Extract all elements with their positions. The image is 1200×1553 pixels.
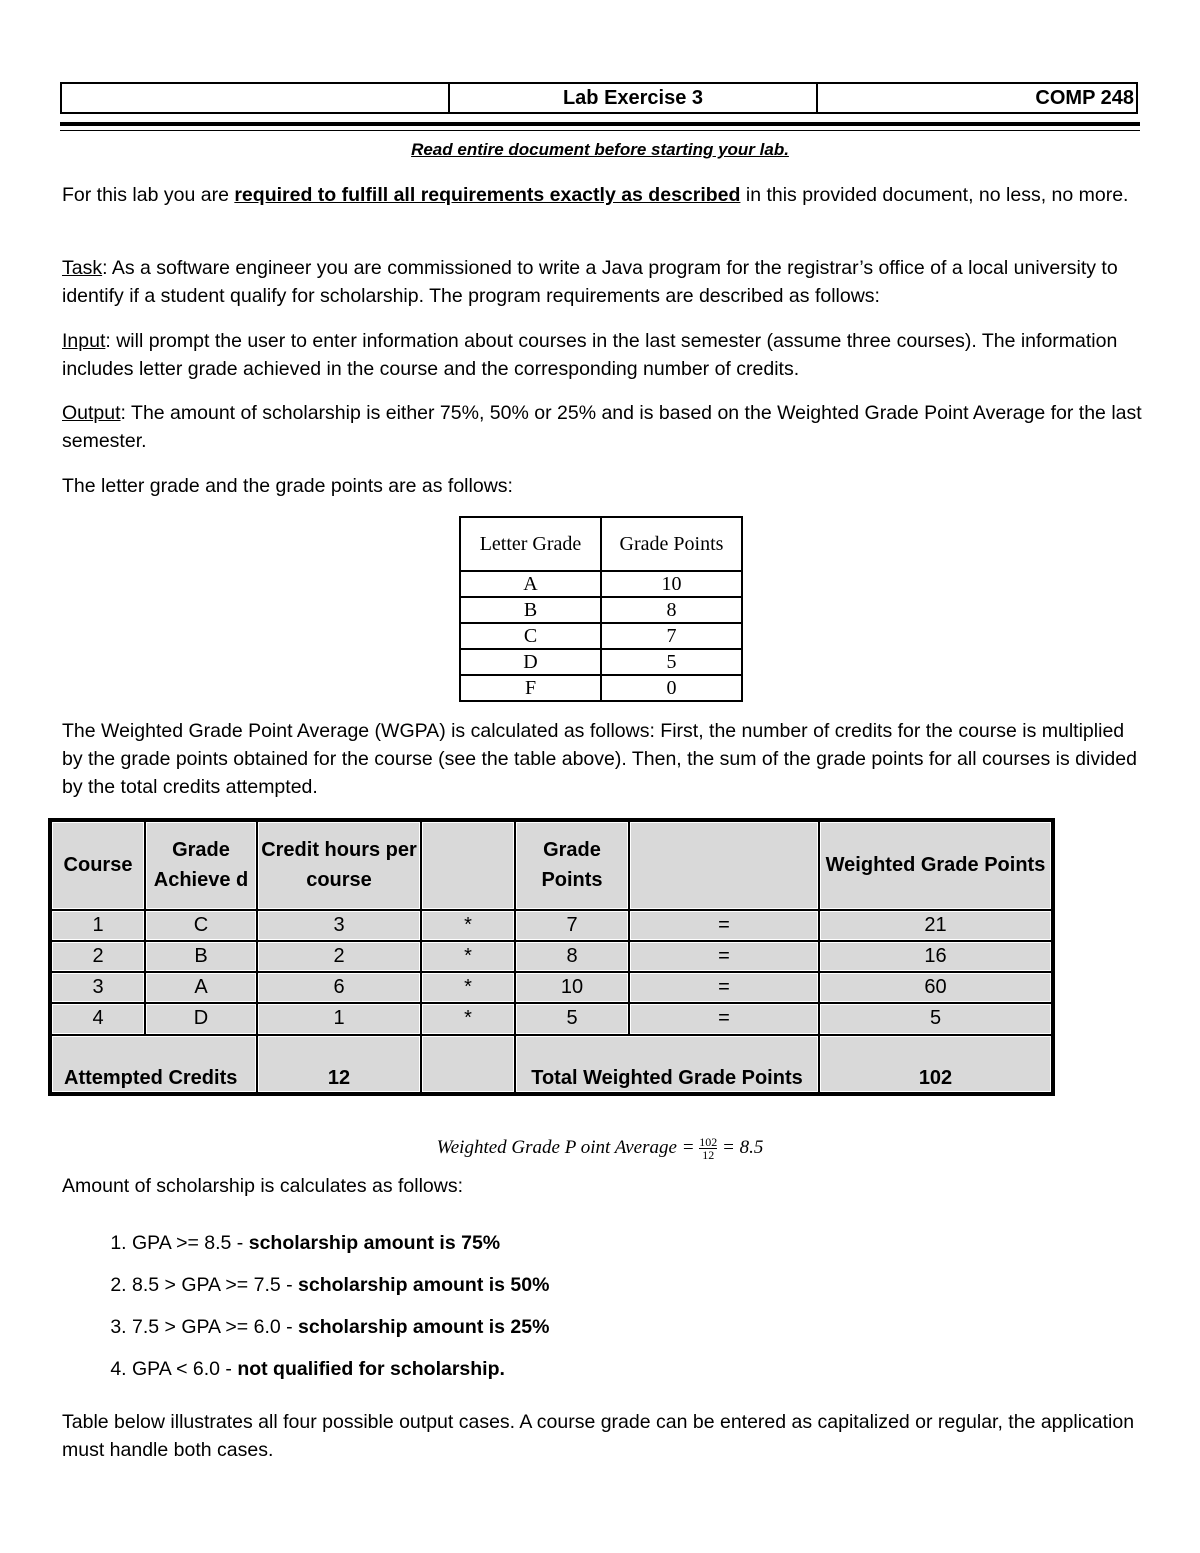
wgpa-cell: =: [629, 941, 819, 972]
input-paragraph: [62, 327, 1142, 383]
formula-lhs: Weighted Grade P oint Average =: [436, 1136, 700, 1158]
header-course-code: COMP 248: [1035, 87, 1134, 109]
formula-numerator: 102: [699, 1135, 718, 1149]
grade-table-header: Letter Grade: [460, 517, 601, 571]
wgpa-header-credits: Credit hours per course: [257, 821, 421, 910]
attempted-credits-label: Attempted Credits: [51, 1035, 257, 1093]
output-text: : The amount of scholarship is either 75%, 50% or 25% and is based on the Weighted Grade Point Average for the last semester.: [62, 402, 1142, 452]
wgpa-cell: 2: [51, 941, 145, 972]
wgpa-cell: 1: [257, 1003, 421, 1034]
total-weighted-label: Total Weighted Grade Points: [515, 1035, 819, 1093]
wgpa-cell: =: [629, 1003, 819, 1034]
wgpa-cell: A: [145, 972, 257, 1003]
header-rule-thin: [60, 130, 1140, 131]
grade-letter: F: [460, 675, 601, 701]
intro-text: For this lab you are: [62, 184, 235, 206]
task-label: Task: [62, 257, 103, 279]
wgpa-cell: 2: [257, 941, 421, 972]
wgpa-cell: =: [629, 972, 819, 1003]
read-notice: Read entire document before starting your lab.: [411, 140, 789, 159]
closing-paragraph: Table below illustrates all four possible output cases. A course grade can be entered as capitalized or regular, the application must handle both cases.: [62, 1411, 1135, 1461]
grade-points-table: [459, 516, 743, 702]
header-rule-thick: [60, 122, 1140, 126]
footer-blank-cell: [421, 1035, 515, 1093]
task-paragraph: [62, 254, 1142, 310]
wgpa-cell: 7: [515, 910, 629, 941]
header-left-cell: [62, 84, 450, 112]
formula-denominator: 12: [702, 1148, 715, 1162]
wgpa-cell: 1: [51, 910, 145, 941]
scholarship-rules-list: [62, 1228, 1132, 1396]
grade-points: 5: [601, 649, 742, 675]
wgpa-cell: 4: [51, 1003, 145, 1034]
wgpa-cell: 3: [51, 972, 145, 1003]
rule-condition: 8.5 > GPA >= 7.5 -: [132, 1274, 299, 1296]
wgpa-cell: D: [145, 1003, 257, 1034]
wgpa-cell: 60: [819, 972, 1052, 1003]
wgpa-header-blank: [629, 821, 819, 910]
grade-intro: The letter grade and the grade points are as follows:: [62, 475, 513, 497]
wgpa-header-weighted: Weighted Grade Points: [819, 821, 1052, 910]
grade-points: 8: [601, 597, 742, 623]
wgpa-cell: *: [421, 1003, 515, 1034]
attempted-credits-value: 12: [257, 1035, 421, 1093]
rule-result: scholarship amount is 25%: [298, 1316, 550, 1338]
intro-paragraph: [62, 181, 1142, 209]
output-label: Output: [62, 402, 121, 424]
scholarship-rule: [132, 1228, 1132, 1270]
wgpa-cell: 8: [515, 941, 629, 972]
grade-points: 0: [601, 675, 742, 701]
task-text: : As a software engineer you are commissioned to write a Java program for the registrar’s office of a local university to identify if a student qualify for scholarship. The program requirements are described as follows:: [62, 257, 1118, 307]
grade-letter: A: [460, 571, 601, 597]
scholarship-rule: [132, 1312, 1132, 1354]
wgpa-header-blank: [421, 821, 515, 910]
wgpa-cell: *: [421, 910, 515, 941]
rule-condition: GPA < 6.0 -: [132, 1358, 238, 1380]
wgpa-cell: *: [421, 941, 515, 972]
wgpa-explanation: The Weighted Grade Point Average (WGPA) is calculated as follows: First, the number of credits for the course is multiplied by the grade points obtained for the course (see the table above). Then, the sum of the grade points for all courses is divided by the total credits attempted.: [62, 720, 1137, 798]
formula-fraction: [699, 1136, 717, 1161]
scholarship-intro: Amount of scholarship is calculates as follows:: [62, 1175, 464, 1197]
header-table: [60, 82, 1138, 114]
wgpa-cell: B: [145, 941, 257, 972]
grade-points: 10: [601, 571, 742, 597]
grade-letter: B: [460, 597, 601, 623]
wgpa-header-points: Grade Points: [515, 821, 629, 910]
wgpa-cell: 6: [257, 972, 421, 1003]
grade-table-header: Grade Points: [601, 517, 742, 571]
formula-rhs: = 8.5: [717, 1136, 764, 1158]
scholarship-rule: [132, 1354, 1132, 1396]
wgpa-cell: =: [629, 910, 819, 941]
intro-text-end: in this provided document, no less, no more.: [740, 184, 1129, 206]
rule-result: scholarship amount is 75%: [248, 1232, 501, 1254]
header-title: Lab Exercise 3: [450, 84, 818, 112]
wgpa-cell: 5: [819, 1003, 1052, 1034]
input-text: : will prompt the user to enter information about courses in the last semester (assume three courses). The information includes letter grade achieved in the course and the corresponding number of credits.: [62, 330, 1118, 380]
scholarship-rule: [132, 1270, 1132, 1312]
intro-emphasis: required to fulfill all requirements exactly as described: [234, 184, 741, 206]
wgpa-header-grade: Grade Achieve d: [145, 821, 257, 910]
total-weighted-value: 102: [819, 1035, 1052, 1093]
rule-result: not qualified for scholarship.: [237, 1358, 505, 1380]
input-label: Input: [62, 330, 106, 352]
output-paragraph: [62, 399, 1142, 455]
wgpa-cell: 3: [257, 910, 421, 941]
rule-condition: GPA >= 8.5 -: [132, 1232, 249, 1254]
wgpa-table: [48, 818, 1055, 1096]
grade-points: 7: [601, 623, 742, 649]
wgpa-formula: [0, 1136, 1200, 1161]
wgpa-cell: *: [421, 972, 515, 1003]
wgpa-cell: 10: [515, 972, 629, 1003]
grade-letter: C: [460, 623, 601, 649]
wgpa-cell: 16: [819, 941, 1052, 972]
wgpa-cell: 21: [819, 910, 1052, 941]
wgpa-header-course: Course: [51, 821, 145, 910]
rule-condition: 7.5 > GPA >= 6.0 -: [132, 1316, 299, 1338]
wgpa-cell: 5: [515, 1003, 629, 1034]
grade-letter: D: [460, 649, 601, 675]
rule-result: scholarship amount is 50%: [298, 1274, 550, 1296]
wgpa-cell: C: [145, 910, 257, 941]
